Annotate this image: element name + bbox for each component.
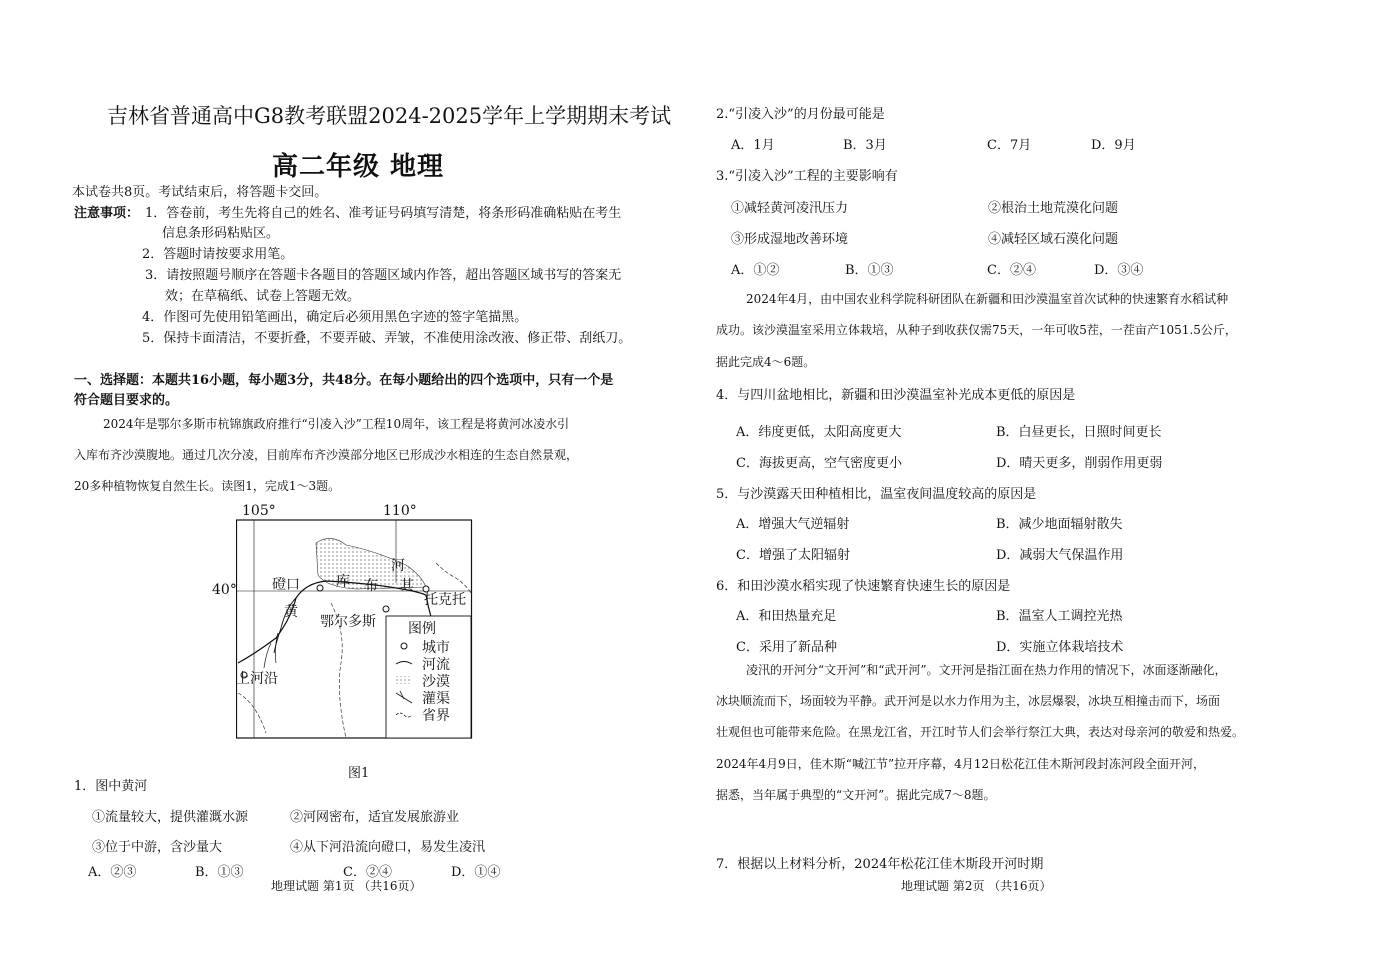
note-3-cont: 效；在草稿纸、试卷上答题无效。 xyxy=(165,289,361,304)
figure-caption: 图1 xyxy=(348,766,370,781)
q3-opt2: ②根治土地荒漠化问题 xyxy=(988,201,1119,216)
passage3-line-5: 据悉，当年属于典型的“文开河”。据此完成7～8题。 xyxy=(716,788,996,802)
q3-choice-c[interactable]: C．②④ xyxy=(987,263,1036,278)
passage3-line-3: 壮观但也可能带来危险。在黑龙江省，开江时节人们会举行祭江大典，表达对母亲河的敬爱和热爱。 xyxy=(716,725,1245,739)
q6-choice-a[interactable]: A．和田热量充足 xyxy=(736,609,837,624)
map-place-ordos: 鄂尔多斯 xyxy=(320,614,376,630)
q3-choice-d[interactable]: D．③④ xyxy=(1094,263,1144,278)
passage2-line-1: 2024年4月，由中国农业科学院科研团队在新疆和田沙漠温室首次试种的快速繁育水稻试种 xyxy=(746,292,1229,306)
map-place-huang: 黄 xyxy=(284,604,298,620)
q1-opt1: ①流量较大，提供灌溉水源 xyxy=(92,810,249,825)
passage-line-3: 20多种植物恢复自然生长。读图1，完成1～3题。 xyxy=(74,479,341,493)
q1-opt3: ③位于中游，含沙量大 xyxy=(92,840,223,855)
q3-opt1: ①减轻黄河凌汛压力 xyxy=(731,201,849,216)
passage3-line-1: 凌汛的开河分“文开河”和“武开河”。文开河是指江面在热力作用的情况下，冰面逐渐融化， xyxy=(746,663,1227,677)
q6-stem: 6．和田沙漠水稻实现了快速繁育快速生长的原因是 xyxy=(716,579,1011,594)
q5-choice-b[interactable]: B．减少地面辐射散失 xyxy=(996,517,1123,532)
q2-choice-d[interactable]: D．9月 xyxy=(1091,138,1136,153)
note-5: 5．保持卡面清洁，不要折叠，不要弄破、弄皱，不准使用涂改液、修正带、刮纸刀。 xyxy=(142,331,632,346)
map-lon-105: 105° xyxy=(242,503,276,519)
note-3: 3．请按照题号顺序在答题卡各题目的答题区域内作答，超出答题区域书写的答案无 xyxy=(145,268,622,283)
passage2-line-3: 据此完成4～6题。 xyxy=(716,355,816,369)
q1-stem: 1．图中黄河 xyxy=(74,779,148,794)
q1-choice-b[interactable]: B．①③ xyxy=(195,865,244,880)
passage-line-2: 入库布齐沙漠腹地。通过几次分凌，目前库布齐沙漠部分地区已形成沙水相连的生态自然景观， xyxy=(74,448,579,462)
note-4: 4．作图可先使用铅笔画出，确定后必须用黑色字迹的签字笔描黑。 xyxy=(142,310,528,325)
q2-stem: 2.“引凌入沙”的月份最可能是 xyxy=(716,107,885,122)
passage3-line-2: 冰块顺流而下，场面较为平静。武开河是以水力作用为主，冰层爆裂，冰块互相撞击而下，场面 xyxy=(716,694,1221,708)
page2-footer: 地理试题 第2页 （共16页） xyxy=(901,879,1052,893)
map-place-hekou: 上河沿 xyxy=(236,671,278,687)
legend-city: 城市 xyxy=(422,640,450,656)
q3-opt3: ③形成湿地改善环境 xyxy=(731,232,849,247)
notes-label: 注意事项： xyxy=(74,206,140,221)
map-figure xyxy=(236,503,476,741)
map-place-he: 河 xyxy=(391,558,405,574)
note-1-cont: 信息条形码粘贴区。 xyxy=(162,226,280,241)
q4-choice-b[interactable]: B．白昼更长，日照时间更长 xyxy=(996,425,1162,440)
q4-choice-c[interactable]: C．海拔更高，空气密度更小 xyxy=(736,456,902,471)
q5-stem: 5．与沙漠露天田种植相比，温室夜间温度较高的原因是 xyxy=(716,487,1037,502)
map-lat-40: 40° xyxy=(212,582,237,598)
q1-opt4: ④从下河沿流向磴口，易发生凌汛 xyxy=(290,840,486,855)
q1-choice-d[interactable]: D．①④ xyxy=(451,865,501,880)
q4-choice-d[interactable]: D．晴天更多，削弱作用更弱 xyxy=(996,456,1163,471)
intro-text: 本试卷共8页。考试结束后，将答题卡交回。 xyxy=(72,185,328,200)
exam-title: 吉林省普通高中G8教考联盟2024-2025学年上学期期末考试 xyxy=(107,104,672,128)
map-place-ku: 库 xyxy=(336,574,350,590)
passage2-line-2: 成功。该沙漠温室采用立体栽培，从种子到收获仅需75天，一年可收5茬，一茬亩产1051.5公斤， xyxy=(716,323,1237,337)
q1-choice-a[interactable]: A．②③ xyxy=(88,865,137,880)
map-place-qi: 其 xyxy=(400,578,414,594)
legend-canal: 灌渠 xyxy=(422,691,450,707)
q3-choice-a[interactable]: A．①② xyxy=(731,263,780,278)
map-place-dengkou: 磴口 xyxy=(272,577,300,593)
q5-choice-c[interactable]: C．增强了太阳辐射 xyxy=(736,548,850,563)
passage-line-1: 2024年是鄂尔多斯市杭锦旗政府推行“引凌入沙”工程10周年，该工程是将黄河冰凌水引 xyxy=(103,417,570,431)
q1-opt2: ②河网密布，适宜发展旅游业 xyxy=(290,810,460,825)
q3-stem: 3.“引凌入沙”工程的主要影响有 xyxy=(716,169,898,184)
q2-choice-a[interactable]: A．1月 xyxy=(731,138,775,153)
subject-title: 高二年级 地理 xyxy=(272,152,445,182)
q6-choice-d[interactable]: D．实施立体栽培技术 xyxy=(996,640,1124,655)
q5-choice-d[interactable]: D．减弱大气保温作用 xyxy=(996,548,1124,563)
map-place-bu: 布 xyxy=(364,578,378,594)
q3-choice-b[interactable]: B．①③ xyxy=(845,263,894,278)
q6-choice-b[interactable]: B．温室人工调控光热 xyxy=(996,609,1123,624)
q3-opt4: ④减轻区域石漠化问题 xyxy=(988,232,1119,247)
legend-boundary: 省界 xyxy=(422,708,450,724)
q1-choice-c[interactable]: C．②④ xyxy=(343,865,392,880)
legend-title: 图例 xyxy=(408,621,436,637)
q4-choice-a[interactable]: A．纬度更低，太阳高度更大 xyxy=(736,425,902,440)
q6-choice-c[interactable]: C．采用了新品种 xyxy=(736,640,837,655)
map-lon-110: 110° xyxy=(383,503,417,519)
q4-stem: 4．与四川盆地相比，新疆和田沙漠温室补光成本更低的原因是 xyxy=(716,388,1076,403)
q2-choice-b[interactable]: B．3月 xyxy=(843,138,887,153)
section-heading-cont: 符合题目要求的。 xyxy=(74,393,179,408)
q5-choice-a[interactable]: A．增强大气逆辐射 xyxy=(736,517,850,532)
note-2: 2．答题时请按要求用笔。 xyxy=(142,247,294,262)
section-heading: 一、选择题：本题共16小题，每小题3分，共48分。在每小题给出的四个选项中，只有一个是 xyxy=(74,373,614,388)
legend-desert: 沙漠 xyxy=(422,674,450,690)
q7-stem: 7．根据以上材料分析，2024年松花江佳木斯段开河时期 xyxy=(716,857,1044,872)
passage3-line-4: 2024年4月9日，佳木斯“喊江节”拉开序幕，4月12日松花江佳木斯河段封冻河段全面开河， xyxy=(716,757,1205,771)
q2-choice-c[interactable]: C．7月 xyxy=(987,138,1032,153)
page1-footer: 地理试题 第1页 （共16页） xyxy=(271,879,422,893)
map-place-tuoketuo: 托克托 xyxy=(424,592,466,608)
legend-river: 河流 xyxy=(422,657,450,673)
note-1: 1．答卷前，考生先将自己的姓名、准考证号码填写清楚，将条形码准确粘贴在考生 xyxy=(145,206,622,221)
